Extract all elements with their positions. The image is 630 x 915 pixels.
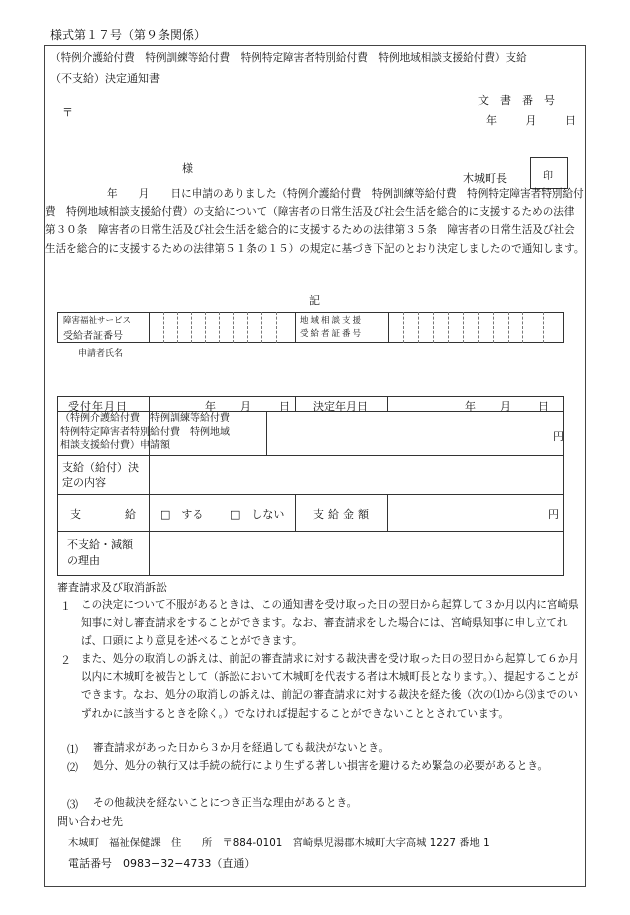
applicant-name-label: 申請者氏名 <box>78 349 124 359</box>
decision-content-label: 支給（給付）決 定の内容 <box>62 461 139 489</box>
date-month: 月 <box>525 114 537 127</box>
option-pay[interactable]: □ する <box>160 508 204 521</box>
received-date-day: 日 <box>279 400 290 413</box>
application-amount-yen: 円 <box>553 430 564 443</box>
consult-cert-label-2: 受給者証番号 <box>300 329 364 339</box>
appeal-heading: 審査請求及び取消訴訟 <box>57 581 167 594</box>
received-date-label: 受付年月日 <box>68 400 128 413</box>
decision-date-month: 月 <box>500 400 511 413</box>
decision-date-label: 決定年月日 <box>313 400 368 413</box>
appeal-item1-number: １ <box>60 600 71 613</box>
appeal-sub2-number: ⑵ <box>67 761 78 774</box>
welfare-cert-label-1: 障害福祉サービス <box>63 316 132 326</box>
contact-phone: 電話番号 0983−32−4733（直通） <box>68 857 256 870</box>
date-year: 年 <box>486 114 497 127</box>
appeal-sub2: 処分、処分の執行又は手続の続行により生ずる著しい損害を避けるため緊急の必要があるとき。 <box>93 760 549 772</box>
decision-date-day: 日 <box>538 400 549 413</box>
date-day: 日 <box>565 114 576 127</box>
ki-marker: 記 <box>309 294 320 307</box>
payment-amount-yen: 円 <box>548 508 559 521</box>
received-date-year: 年 <box>205 400 216 413</box>
decision-date-year: 年 <box>465 400 476 413</box>
payment-amount-label: 支給金額 <box>313 508 373 521</box>
document-number: 文 書 番 号 <box>478 94 555 107</box>
appeal-item2: また、処分の取消しの訴えは、前記の審査請求に対する裁決書を受け取った日の翌日から起算して６か月以内に木城町を被告として（訴訟において木城町を代表する者は木城町長となります。）、提起することができます。なお、処分の取消しの訴えは、前記の審査請求に対する裁決を経た後（次の⑴から⑶までのいずれかに該当するときを除く。）でなければ提起することができないこととされています。 <box>81 653 579 720</box>
payment-label: 支 給 <box>70 508 136 521</box>
postal-mark: 〒 <box>62 106 73 119</box>
contact-heading: 問い合わせ先 <box>57 815 123 828</box>
issuer: 木城町長 <box>463 172 507 185</box>
appeal-sub1-number: ⑴ <box>67 743 78 756</box>
appeal-item2-number: ２ <box>60 654 71 667</box>
appeal-sub3: その他裁決を経ないことにつき正当な理由があるとき。 <box>93 797 358 809</box>
option-no-pay[interactable]: □ しない <box>230 508 285 521</box>
reason-label: 不支給・減額 の理由 <box>67 538 133 567</box>
application-amount-label: （特例介護給付費 特例訓練等給付費 特例特定障害者特別給付費 特例地域 相談支援給付費）申請額 <box>60 413 230 451</box>
title-line-1: （特例介護給付費 特例訓練等給付費 特例特定障害者特別給付費 特例地域相談支援給付費）支給 <box>50 52 527 64</box>
date-line <box>486 112 576 128</box>
title-line-2: （不支給）決定通知書 <box>50 72 160 85</box>
addressee-suffix: 様 <box>182 162 193 175</box>
consult-cert-label-1: 地域相談支援 <box>300 316 364 326</box>
form-label: 様式第１７号（第９条関係） <box>50 28 207 42</box>
seal: 印 <box>543 171 553 182</box>
notice-body: 年 月 日に申請のありました（特例介護給付費 特例訓練等給付費 特例特定障害者特別給付費 特例地域相談支援給付費）の支給について（障害者の日常生活及び社会生活を総合的に支援するための法律第３０条 障害者の日常生活及び社会生活を総合的に支援するための法律第３５条 障害者の日常生活及び社会生活を総合的に支援するための法律第５１条の１５）の規定に基づき下記のとおり決定しましたので通知します。 <box>45 188 585 255</box>
contact-address: 木城町 福祉保健課 住 所 〒884-0101 宮崎県児湯郡木城町大字高城 1227 番地 1 <box>68 837 490 849</box>
appeal-item1: この決定について不服があるときは、この通知書を受け取った日の翌日から起算して３か月以内に宮崎県知事に対し審査請求をすることができます。なお、審査請求をした場合には、宮崎県知事に申し立てれば、口頭により意見を述べることができます。 <box>81 599 579 648</box>
received-date-month: 月 <box>240 400 251 413</box>
welfare-cert-label-2: 受給者証番号 <box>63 331 123 342</box>
appeal-sub3-number: ⑶ <box>67 798 78 811</box>
appeal-sub1: 審査請求があった日から３か月を経過しても裁決がないとき。 <box>93 742 390 754</box>
